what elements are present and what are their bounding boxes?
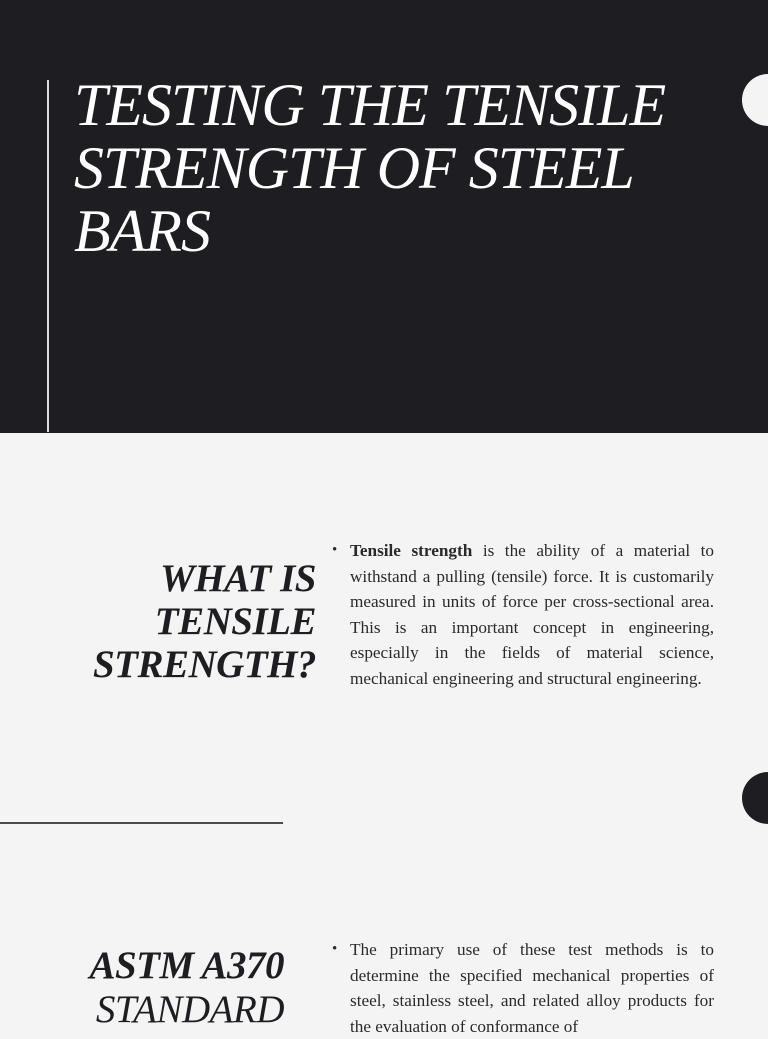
bullet-item [332,538,714,692]
slide-title: TESTING THE TENSILE STRENGTH OF STEEL BARS [74,72,666,264]
horizontal-divider [0,822,283,824]
title-slide [0,0,768,433]
standard-slide [0,840,768,1036]
section-heading: WHAT IS TENSILE STRENGTH? [92,557,316,686]
bullet-text: is the ability of a material to withstand a pulling (tensile) force. It is customarily measured in units of force per cross-sectional area. This is an important concept in engineering, especially in the fields of material science, mechanical engineering and structural engineering. [350,541,715,688]
definition-slide [0,433,768,840]
decorative-circle [742,74,768,126]
bullet-term: Tensile strength [350,541,473,560]
heading-line-2: STANDARD [95,988,284,1031]
decorative-circle [742,772,768,824]
section-heading [20,944,284,1032]
vertical-divider [47,80,49,432]
bullet-list [332,538,714,692]
bullet-item: • The primary use of these test methods is to determine the specified mechanical properties of steel, stainless steel, and related alloy products for the evaluation of conformance of [332,937,714,1039]
heading-line-1: ASTM A370 [89,944,284,987]
